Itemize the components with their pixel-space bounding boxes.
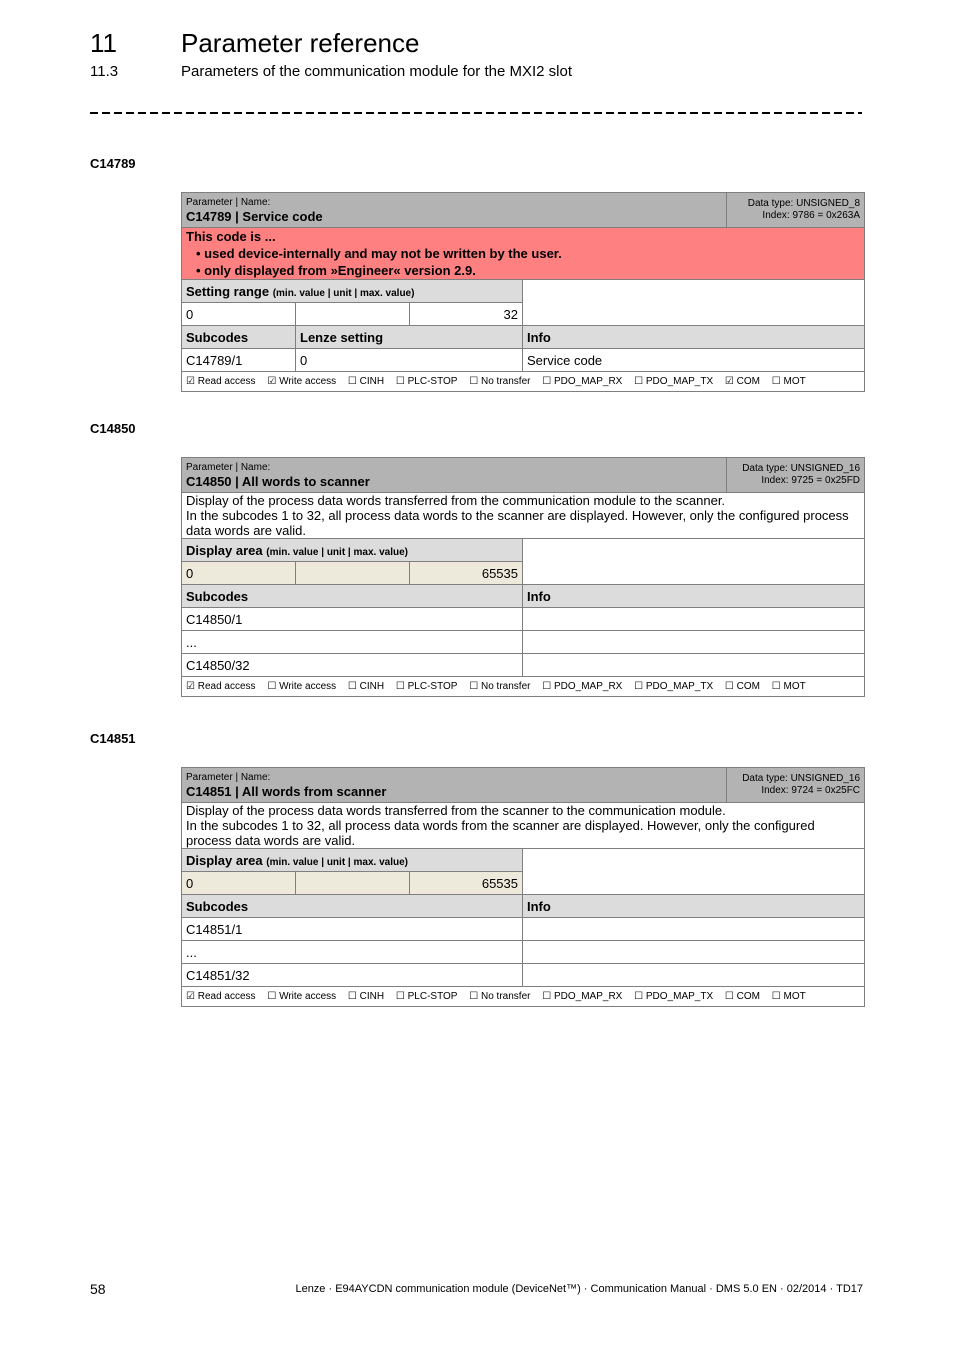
param-table-c14850	[181, 457, 865, 697]
header-divider	[90, 112, 862, 114]
flag-write-access: ☐ Write access	[267, 991, 337, 1002]
col-subcodes: Subcodes	[182, 895, 523, 918]
range-min: 0	[182, 562, 296, 585]
flag-mot: ☐ MOT	[771, 991, 806, 1002]
flag-com: ☐ COM	[724, 681, 760, 692]
warning-intro: This code is ...	[186, 229, 276, 244]
col-info: Info	[523, 895, 865, 918]
description-line: Display of the process data words transferred from the scanner to the communication module.	[186, 803, 726, 818]
flag-pdo-map-tx: ☐ PDO_MAP_TX	[634, 376, 714, 387]
col-lenze-setting: Lenze setting	[296, 326, 523, 349]
range-max: 32	[410, 303, 523, 326]
table-row	[182, 631, 865, 654]
flag-no-transfer: ☐ No transfer	[469, 376, 531, 387]
table-row	[182, 918, 865, 941]
warning-bullet: • used device-internally and may not be written by the user.	[196, 246, 562, 261]
data-type-cell	[727, 768, 865, 803]
param-description	[182, 803, 865, 849]
table-row	[182, 349, 865, 372]
range-empty-cell	[523, 280, 865, 326]
col-info: Info	[523, 326, 865, 349]
param-heading-c14850: C14850	[90, 421, 136, 436]
page-number: 58	[90, 1281, 106, 1297]
param-index: Index: 9724 = 0x25FC	[761, 785, 861, 796]
param-name: C14850 | All words to scanner	[186, 474, 370, 489]
param-name-label: Parameter | Name:	[186, 772, 271, 783]
table-row	[182, 654, 865, 677]
data-type: Data type: UNSIGNED_16	[742, 463, 861, 474]
display-area-header	[182, 539, 523, 562]
range-label: Display area	[186, 542, 263, 558]
flag-pdo-map-rx: ☐ PDO_MAP_RX	[542, 681, 623, 692]
range-label: Display area	[186, 852, 263, 868]
col-subcodes: Subcodes	[182, 326, 296, 349]
access-flags	[182, 372, 865, 392]
table-row	[182, 608, 865, 631]
info-cell	[523, 941, 865, 964]
param-name-cell	[182, 458, 727, 493]
param-name-cell	[182, 768, 727, 803]
flag-write-access: ☑ Write access	[267, 376, 337, 387]
param-name-label: Parameter | Name:	[186, 462, 271, 473]
param-name: C14851 | All words from scanner	[186, 784, 387, 799]
param-table-c14851	[181, 767, 865, 1007]
flag-mot: ☐ MOT	[771, 681, 806, 692]
flag-cinh: ☐ CINH	[347, 376, 385, 387]
range-note: (min. value | unit | max. value)	[266, 546, 408, 558]
flag-com: ☑ COM	[724, 376, 760, 387]
flag-cinh: ☐ CINH	[347, 991, 385, 1002]
param-index: Index: 9786 = 0x263A	[762, 210, 860, 221]
warning-box	[182, 228, 865, 280]
range-min: 0	[182, 872, 296, 895]
subcode-cell: C14850/1	[182, 608, 523, 631]
info-cell	[523, 654, 865, 677]
warning-bullet: • only displayed from »Engineer« version 2.9.	[196, 263, 476, 278]
data-type: Data type: UNSIGNED_16	[742, 773, 861, 784]
range-label: Setting range	[186, 283, 270, 299]
range-empty-cell	[523, 539, 865, 585]
range-empty-cell	[523, 849, 865, 895]
description-line: Display of the process data words transferred from the communication module to the scanner.	[186, 493, 726, 508]
chapter-number: 11	[90, 28, 117, 58]
param-description	[182, 493, 865, 539]
range-unit	[296, 303, 410, 326]
flag-com: ☐ COM	[724, 991, 760, 1002]
description-line: In the subcodes 1 to 32, all process data words from the scanner are displayed. However, only the configured process data words are valid.	[186, 818, 815, 848]
data-type-cell	[727, 458, 865, 493]
subcode-cell: C14850/32	[182, 654, 523, 677]
param-heading-c14789: C14789	[90, 156, 136, 171]
lenze-setting-cell: 0	[296, 349, 523, 372]
col-subcodes: Subcodes	[182, 585, 523, 608]
range-min: 0	[182, 303, 296, 326]
data-type: Data type: UNSIGNED_8	[747, 198, 860, 209]
info-cell	[523, 918, 865, 941]
chapter-title: Parameter reference	[181, 28, 420, 58]
access-flags	[182, 677, 865, 697]
description-line: In the subcodes 1 to 32, all process data words to the scanner are displayed. However, only the configured process data words are valid.	[186, 508, 849, 538]
range-unit	[296, 872, 410, 895]
section-number: 11.3	[90, 63, 119, 80]
table-row	[182, 941, 865, 964]
param-table-c14789	[181, 192, 865, 392]
flag-plc-stop: ☐ PLC-STOP	[395, 991, 458, 1002]
flag-plc-stop: ☐ PLC-STOP	[395, 681, 458, 692]
footer-text: Lenze · E94AYCDN communication module (DeviceNet™) · Communication Manual · DMS 5.0 EN · 02/2014 · TD17	[295, 1283, 863, 1295]
flag-read-access: ☑ Read access	[186, 376, 256, 387]
section-title: Parameters of the communication module for the MXI2 slot	[181, 63, 573, 80]
param-index: Index: 9725 = 0x25FD	[761, 475, 861, 486]
flag-pdo-map-rx: ☐ PDO_MAP_RX	[542, 376, 623, 387]
setting-range-header	[182, 280, 523, 303]
table-row	[182, 964, 865, 987]
flag-plc-stop: ☐ PLC-STOP	[395, 376, 458, 387]
flag-mot: ☐ MOT	[771, 376, 806, 387]
param-name-label: Parameter | Name:	[186, 197, 271, 208]
flag-read-access: ☑ Read access	[186, 681, 256, 692]
subcode-cell: C14851/32	[182, 964, 523, 987]
range-unit	[296, 562, 410, 585]
display-area-header	[182, 849, 523, 872]
param-name-cell	[182, 193, 727, 228]
data-type-cell	[727, 193, 865, 228]
param-name: C14789 | Service code	[186, 209, 323, 224]
flag-cinh: ☐ CINH	[347, 681, 385, 692]
info-cell	[523, 964, 865, 987]
range-max: 65535	[410, 562, 523, 585]
flag-pdo-map-tx: ☐ PDO_MAP_TX	[634, 991, 714, 1002]
info-cell: Service code	[523, 349, 865, 372]
info-cell	[523, 631, 865, 654]
flag-pdo-map-rx: ☐ PDO_MAP_RX	[542, 991, 623, 1002]
flag-write-access: ☐ Write access	[267, 681, 337, 692]
range-note: (min. value | unit | max. value)	[266, 856, 408, 868]
flag-pdo-map-tx: ☐ PDO_MAP_TX	[634, 681, 714, 692]
flag-no-transfer: ☐ No transfer	[469, 681, 531, 692]
access-flags	[182, 987, 865, 1007]
subcode-cell: C14789/1	[182, 349, 296, 372]
range-max: 65535	[410, 872, 523, 895]
info-cell	[523, 608, 865, 631]
subcode-cell: C14851/1	[182, 918, 523, 941]
col-info: Info	[523, 585, 865, 608]
range-note: (min. value | unit | max. value)	[272, 287, 415, 299]
flag-no-transfer: ☐ No transfer	[469, 991, 531, 1002]
flag-read-access: ☑ Read access	[186, 991, 256, 1002]
subcode-cell: ...	[182, 631, 523, 654]
param-heading-c14851: C14851	[90, 731, 136, 746]
subcode-cell: ...	[182, 941, 523, 964]
